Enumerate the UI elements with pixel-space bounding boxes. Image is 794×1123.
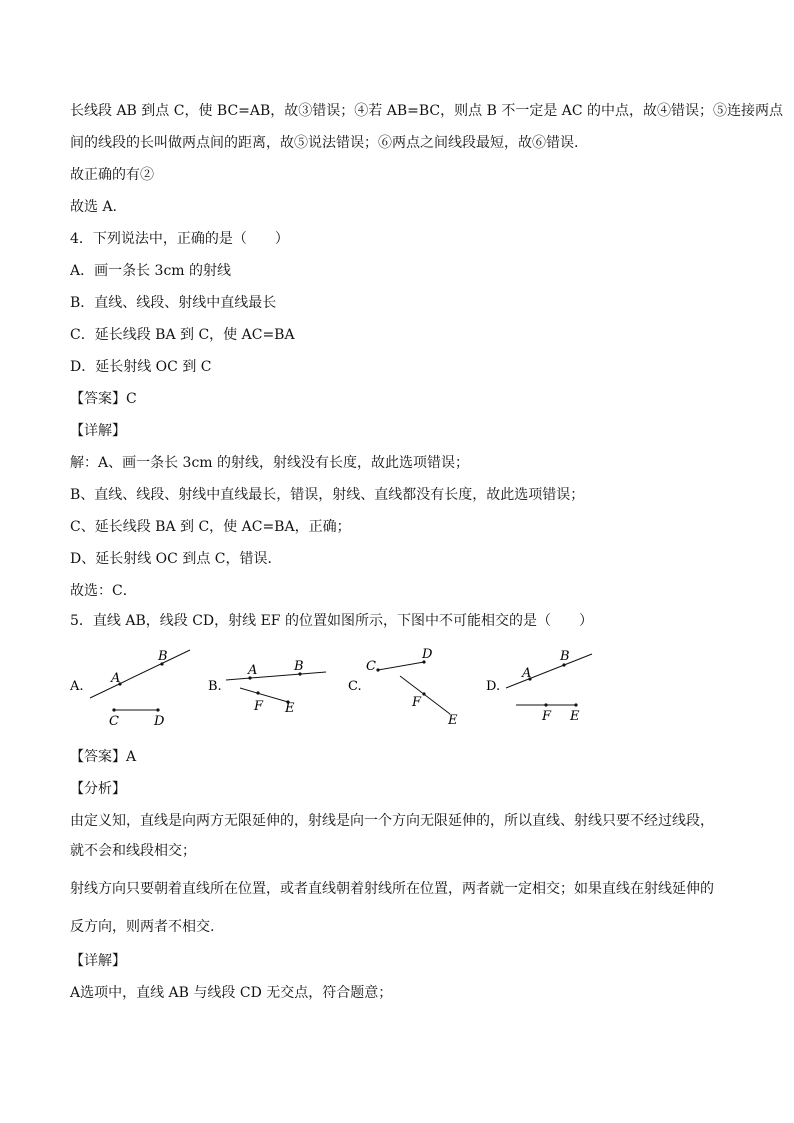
text-line: 就不会和线段相交；	[70, 843, 196, 859]
text-line: C、延长线段 BA 到 C，使 AC=BA，正确；	[70, 519, 351, 535]
text-line: A选项中，直线 AB 与线段 CD 无交点，符合题意；	[70, 985, 393, 1001]
point-label: A	[248, 663, 258, 678]
text-line: 故选 A.	[70, 199, 118, 215]
point-label: F	[412, 695, 422, 710]
detail-heading: 【详解】	[70, 953, 126, 969]
figure-c	[348, 640, 478, 734]
option-b: B．直线、线段、射线中直线最长	[70, 295, 277, 311]
text-line: 长线段 AB 到点 C，使 BC=AB，故③错误；④若 AB=BC，则点 B 不一定是 AC 的中点，故④错误；⑤连接两点	[70, 103, 784, 119]
detail-heading: 【详解】	[70, 423, 126, 439]
option-c: C．延长线段 BA 到 C，使 AC=BA	[70, 327, 295, 343]
option-a: A．画一条长 3cm 的射线	[70, 263, 232, 279]
point-label: B	[560, 649, 570, 664]
question-4: 4．下列说法中，正确的是（ ）	[70, 231, 289, 247]
point-label: F	[254, 699, 264, 714]
point-label: A	[522, 666, 532, 681]
point-label: C	[109, 714, 119, 729]
analysis-heading: 【分析】	[70, 781, 126, 797]
figure-d	[486, 640, 616, 734]
text-line: B、直线、线段、射线中直线最长，错误，射线、直线都没有长度，故此选项错误；	[70, 487, 585, 503]
answer-4: 【答案】C	[70, 391, 137, 407]
point-label: B	[158, 649, 168, 664]
point-label: E	[570, 709, 580, 724]
point-label: A	[111, 671, 121, 686]
text-line: D、延长射线 OC 到点 C，错误．	[70, 551, 282, 567]
text-line: 射线方向只要朝着直线所在位置，或者直线朝着射线所在位置，两者就一定相交；如果直线在射线延伸的	[70, 881, 714, 897]
text-line: 故选：C．	[70, 583, 137, 599]
figure-label: D.	[486, 679, 501, 694]
text-line: 由定义知，直线是向两方无限延伸的，射线是向一个方向无限延伸的，所以直线、射线只要不经过线段，	[70, 813, 714, 829]
text-line: 间的线段的长叫做两点间的距离，故⑤说法错误；⑥两点之间线段最短，故⑥错误.	[70, 135, 579, 151]
figure-b	[208, 640, 338, 734]
figure-row	[70, 640, 724, 730]
point-label: B	[294, 659, 304, 674]
text-line: 解：A、画一条长 3cm 的射线，射线没有长度，故此选项错误；	[70, 455, 470, 471]
option-d: D．延长射线 OC 到 C	[70, 359, 212, 375]
point-label: E	[448, 713, 458, 728]
point-label: E	[285, 701, 295, 716]
point-label: F	[542, 709, 552, 724]
figure-label: A.	[70, 679, 84, 694]
figure-a	[70, 640, 200, 734]
figure-label: C.	[348, 679, 362, 694]
point-label: D	[422, 647, 433, 662]
point-label: C	[366, 659, 376, 674]
figure-label: B.	[208, 679, 222, 694]
question-5: 5．直线 AB，线段 CD，射线 EF 的位置如图所示，下图中不可能相交的是（ ）	[70, 613, 593, 629]
text-line: 故正确的有②	[70, 167, 154, 183]
point-label: D	[154, 714, 165, 729]
text-line: 反方向，则两者不相交.	[70, 919, 215, 935]
answer-5: 【答案】A	[70, 749, 137, 765]
